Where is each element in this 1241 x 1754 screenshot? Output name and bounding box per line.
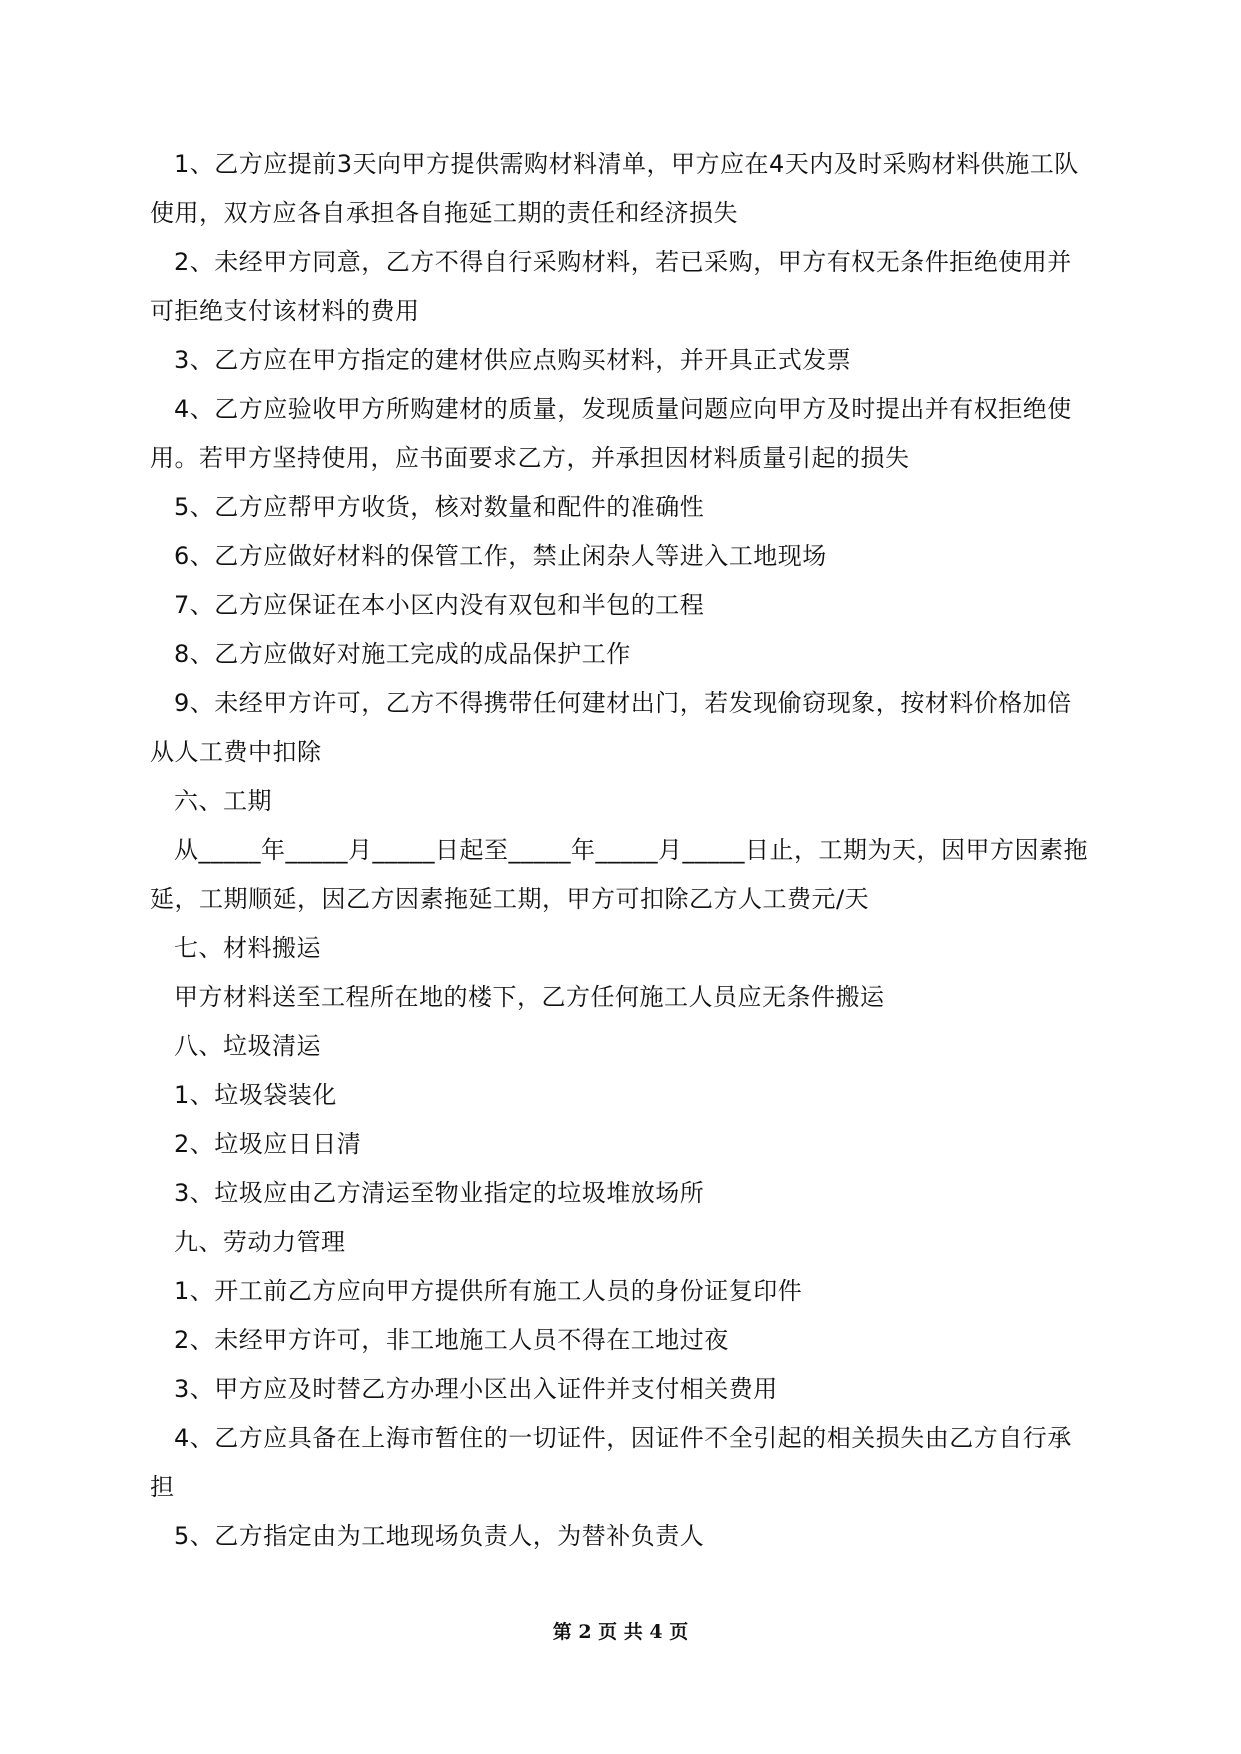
paragraph-schedule: 从_____年_____月_____日起至_____年_____月_____日止，工期为天，因甲方因素拖延，工期顺延，因乙方因素拖延工期，甲方可扣除乙方人工费元/天 [150, 836, 1088, 913]
section-heading-waste-removal: 八、垃圾清运 [174, 1032, 321, 1060]
paragraph-material-4: 4、乙方应验收甲方所购建材的质量，发现质量问题应向甲方及时提出并有权拒绝使用。若甲方坚持使用，应书面要求乙方，并承担因材料质量引起的损失 [150, 395, 1072, 472]
section-heading-schedule: 六、工期 [174, 787, 272, 815]
paragraph-waste-1: 1、垃圾袋装化 [174, 1081, 337, 1109]
paragraph-labor-2: 2、未经甲方许可，非工地施工人员不得在工地过夜 [174, 1326, 729, 1354]
paragraph-material-5: 5、乙方应帮甲方收货，核对数量和配件的准确性 [174, 493, 705, 521]
paragraph-material-7: 7、乙方应保证在本小区内没有双包和半包的工程 [174, 591, 705, 619]
paragraph-material-6: 6、乙方应做好材料的保管工作，禁止闲杂人等进入工地现场 [174, 542, 827, 570]
paragraph-material-transport: 甲方材料送至工程所在地的楼下，乙方任何施工人员应无条件搬运 [174, 983, 885, 1011]
page-number-footer: 第 2 页 共 4 页 [552, 1621, 689, 1643]
paragraph-material-1: 1、乙方应提前3天向甲方提供需购材料清单，甲方应在4天内及时采购材料供施工队使用，双方应各自承担各自拖延工期的责任和经济损失 [150, 150, 1079, 227]
section-heading-material-transport: 七、材料搬运 [174, 934, 321, 962]
section-heading-labor-management: 九、劳动力管理 [174, 1228, 346, 1256]
paragraph-labor-3: 3、甲方应及时替乙方办理小区出入证件并支付相关费用 [174, 1375, 778, 1403]
paragraph-labor-1: 1、开工前乙方应向甲方提供所有施工人员的身份证复印件 [174, 1277, 803, 1305]
paragraph-material-3: 3、乙方应在甲方指定的建材供应点购买材料，并开具正式发票 [174, 346, 852, 374]
paragraph-waste-2: 2、垃圾应日日清 [174, 1130, 362, 1158]
paragraph-material-2: 2、未经甲方同意，乙方不得自行采购材料，若已采购，甲方有权无条件拒绝使用并可拒绝支付该材料的费用 [150, 248, 1072, 325]
paragraph-labor-5: 5、乙方指定由为工地现场负责人，为替补负责人 [174, 1522, 705, 1550]
paragraph-waste-3: 3、垃圾应由乙方清运至物业指定的垃圾堆放场所 [174, 1179, 705, 1207]
paragraph-material-9: 9、未经甲方许可，乙方不得携带任何建材出门，若发现偷窃现象，按材料价格加倍从人工费中扣除 [150, 689, 1072, 766]
document-body [150, 140, 1095, 1561]
paragraph-material-8: 8、乙方应做好对施工完成的成品保护工作 [174, 640, 631, 668]
paragraph-labor-4: 4、乙方应具备在上海市暂住的一切证件，因证件不全引起的相关损失由乙方自行承担 [150, 1424, 1072, 1501]
